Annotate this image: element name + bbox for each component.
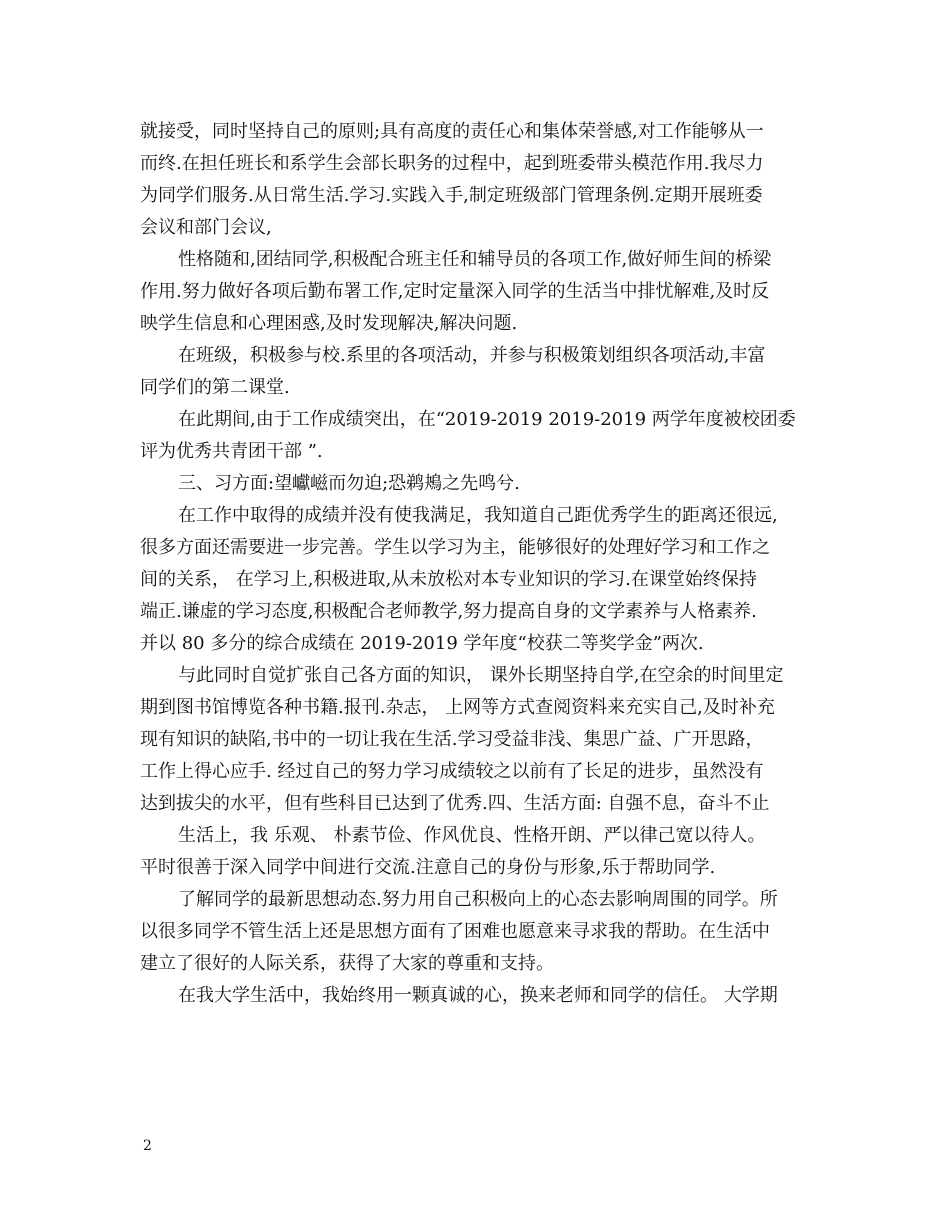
text-line: 期到图书馆博览各种书籍.报刊.杂志， 上网等方式查阅资料来充实自己,及时补充 bbox=[140, 697, 775, 718]
text-line: 很多方面还需要进一步完善。学生以学习为主，能够很好的处理好学习和工作之 bbox=[140, 537, 770, 558]
page-number: 2 bbox=[143, 1138, 152, 1154]
text-line: 间的关系， 在学习上,积极进取,从未放松对本专业知识的学习.在课堂始终保持 bbox=[140, 569, 757, 590]
text-line: 评为优秀共青团干部 ”. bbox=[140, 441, 323, 462]
text-line: 了解同学的最新思想动态.努力用自己积极向上的心态去影响周围的同学。所 bbox=[178, 889, 778, 910]
body-text bbox=[140, 116, 816, 1012]
text-line: 生活上，我 乐观、 朴素节俭、作风优良、性格开朗、严以律己宽以待人。 bbox=[178, 825, 766, 846]
text-line: 并以 80 多分的综合成绩在 2019-2019 学年度“校获二等奖学金”两次. bbox=[140, 633, 704, 654]
text-line: 映学生信息和心理困惑,及时发现解决,解决问题. bbox=[140, 313, 518, 334]
text-line: 会议和部门会议, bbox=[140, 217, 272, 238]
text-line: 就接受，同时坚持自己的原则;具有高度的责任心和集体荣誉感,对工作能够从一 bbox=[140, 121, 764, 142]
text-line: 端正.谦虚的学习态度,积极配合老师教学,努力提高自身的文学素养与人格素养. bbox=[140, 601, 757, 622]
text-line: 三、习方面:望巘嵫而勿迫;恐鹈鴂之先鸣兮. bbox=[178, 473, 520, 494]
text-line: 工作上得心应手. 经过自己的努力学习成绩较之以前有了长足的进步，虽然没有 bbox=[140, 761, 764, 782]
text-line: 在我大学生活中，我始终用一颗真诚的心，换来老师和同学的信任。 大学期 bbox=[178, 985, 778, 1006]
text-line: 而终.在担任班长和系学生会部长职务的过程中，起到班委带头模范作用.我尽力 bbox=[140, 153, 764, 174]
text-line: 在班级，积极参与校.系里的各项活动，并参与积极策划组织各项活动,丰富 bbox=[178, 345, 766, 366]
text-line: 在此期间,由于工作成绩突出，在“2019-2019 2019-2019 两学年度被校团委 bbox=[178, 409, 796, 430]
text-line: 建立了很好的人际关系，获得了大家的尊重和支持。 bbox=[140, 953, 554, 974]
text-line: 现有知识的缺陷,书中的一切让我在生活.学习受益非浅、集思广益、广开思路， bbox=[140, 729, 764, 750]
text-line: 为同学们服务.从日常生活.学习.实践入手,制定班级部门管理条例.定期开展班委 bbox=[140, 185, 763, 206]
text-line: 平时很善于深入同学中间进行交流.注意自己的身份与形象,乐于帮助同学. bbox=[140, 857, 716, 878]
text-line: 性格随和,团结同学,积极配合班主任和辅导员的各项工作,做好师生间的桥梁 bbox=[178, 249, 772, 270]
text-line: 同学们的第二课堂. bbox=[140, 377, 290, 398]
text-line: 作用.努力做好各项后勤布署工作,定时定量深入同学的生活当中排忧解难,及时反 bbox=[140, 281, 770, 302]
text-line: 在工作中取得的成绩并没有使我满足，我知道自己距优秀学生的距离还很远, bbox=[178, 505, 778, 526]
text-line: 与此同时自觉扩张自己各方面的知识， 课外长期坚持自学,在空余的时间里定 bbox=[178, 665, 784, 686]
text-line: 以很多同学不管生活上还是思想方面有了困难也愿意来寻求我的帮助。在生活中 bbox=[140, 921, 770, 942]
text-line: 达到拔尖的水平，但有些科目已达到了优秀.四、生活方面: 自强不息，奋斗不止 bbox=[140, 793, 770, 814]
